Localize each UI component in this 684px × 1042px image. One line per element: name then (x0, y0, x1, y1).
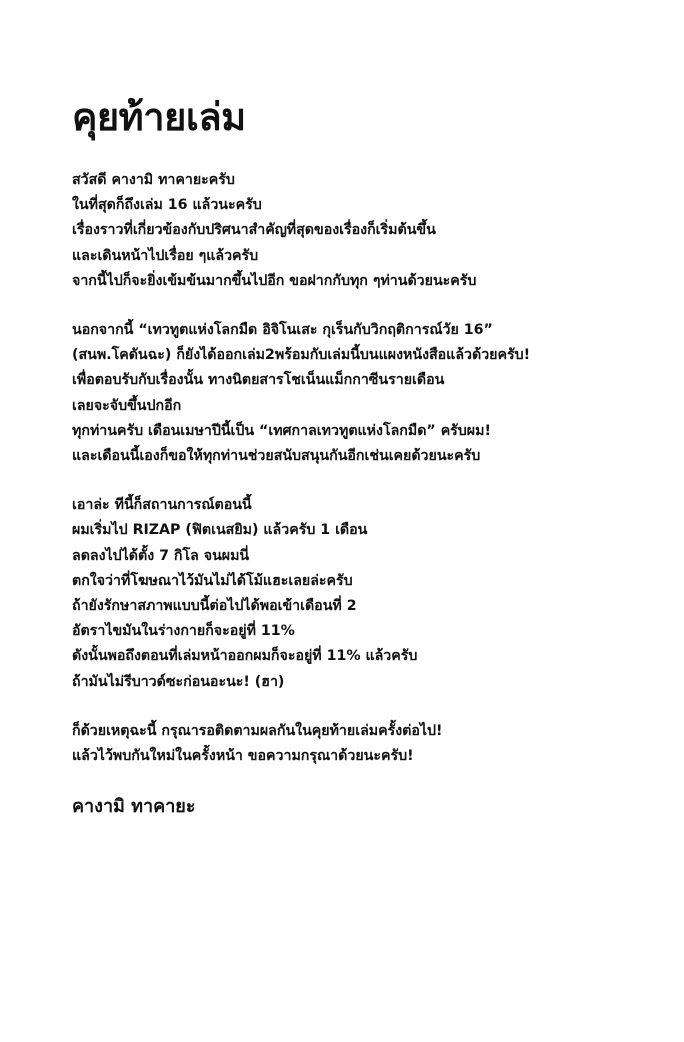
text-line: ลดลงไปได้ตั้ง 7 กิโล จนผมนี่ (72, 547, 250, 564)
text-line: ผมเริ่มไป RIZAP (ฟิตเนสยิม) แล้วครับ 1 เดือน (72, 522, 368, 539)
text-line: ตกใจว่าที่โฆษณาไว้มันไม่ได้โม้แฮะเลยล่ะครับ (72, 572, 353, 589)
afterword-page (72, 92, 662, 821)
paragraph-update (72, 493, 662, 695)
text-line: และเดือนนี้เองก็ขอให้ทุกท่านช่วยสนับสนุนกันอีกเช่นเคยด้วยนะครับ (72, 448, 481, 465)
author-signature: คางามิ ทาคายะ (72, 796, 196, 818)
text-line: เพื่อตอบรับกับเรื่องนั้น ทางนิตยสารโชเน็นแม็กกาซีนรายเดือน (72, 372, 445, 389)
text-line: แล้วไว้พบกันใหม่ในครั้งหน้า ขอความกรุณาด้วยนะครับ! (72, 748, 414, 765)
text-line: นอกจากนี้ “เทวทูตแห่งโลกมืด อิจิโนเสะ กุเร็นกับวิกฤติการณ์วัย 16” (72, 322, 493, 339)
paragraph-closing (72, 719, 662, 769)
text-line: สวัสดี คางามิ ทาคายะครับ (72, 172, 235, 188)
text-line: ก็ด้วยเหตุฉะนี้ กรุณารอติดตามผลกันในคุยท้ายเล่มครั้งต่อไป! (72, 722, 443, 739)
text-line: และเดินหน้าไปเรื่อย ๆแล้วครับ (72, 247, 259, 264)
text-line: เรื่องราวที่เกี่ยวข้องกับปริศนาสำคัญที่สุดของเรื่องก็เริ่มต้นขึ้น (72, 222, 436, 239)
text-line: ถ้ายังรักษาสภาพแบบนี้ต่อไปได้พอเข้าเดือนที่ 2 (72, 598, 357, 615)
text-line: เอาล่ะ ทีนี้ก็สถานการณ์ตอนนี้ (72, 497, 252, 514)
text-line: อัตราไขมันในร่างกายก็จะอยู่ที่ 11% (72, 623, 295, 640)
text-line: ดังนั้นพอถึงตอนที่เล่มหน้าออกผมก็จะอยู่ที่ 11% แล้วครับ (72, 648, 418, 665)
text-line: จากนี้ไปก็จะยิ่งเข้มข้นมากขึ้นไปอีก ขอฝากกับทุก ๆท่านด้วยนะครับ (72, 272, 477, 289)
text-line: ในที่สุดก็ถึงเล่ม 16 แล้วนะครับ (72, 197, 262, 214)
text-line: ทุกท่านครับ เดือนเมษาปีนี้เป็น “เทศกาลเทวทูตแห่งโลกมืด” ครับผม! (72, 422, 491, 439)
text-line: (สนพ.โคดันฉะ) ก็ยังได้ออกเล่ม2พร้อมกับเล่มนี้บนแผงหนังสือแล้วด้วยครับ! (72, 347, 531, 364)
paragraph-announcement (72, 318, 662, 469)
text-line: เลยจะจับขึ้นปกอีก (72, 397, 182, 414)
paragraph-greeting (72, 168, 662, 294)
text-line: ถ้ามันไม่รีบาวด์ซะก่อนอะนะ! (ฮา) (72, 673, 285, 690)
page-title: คุยท้ายเล่ม (72, 95, 246, 139)
